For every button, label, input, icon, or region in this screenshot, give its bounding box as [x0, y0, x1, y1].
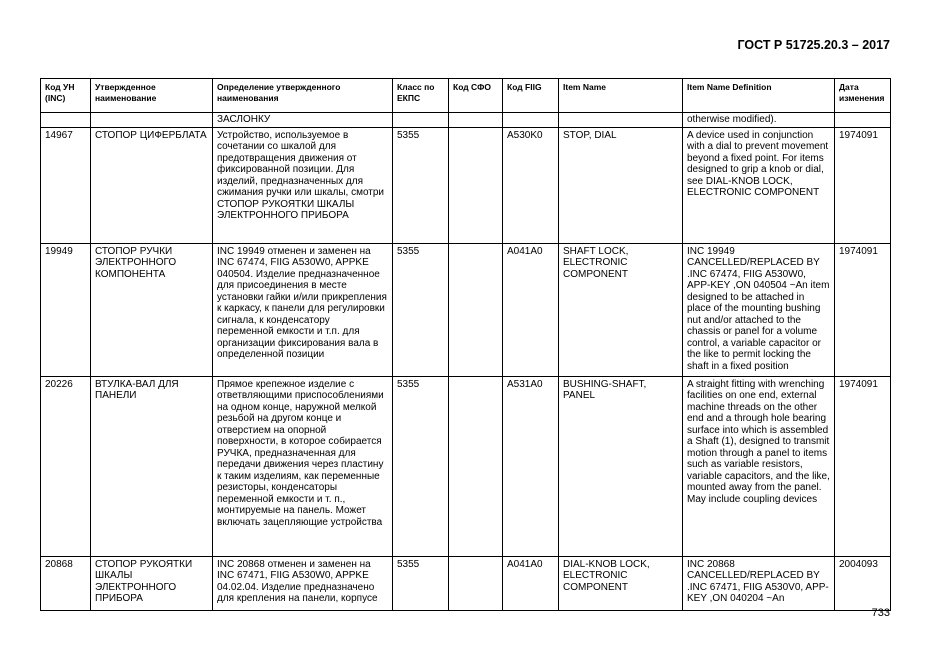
- cell-item-def: INC 20868 CANCELLED/REPLACED BY .INC 67471, FIIG A530V0, APP-KEY ,ON 040204 ~An: [683, 556, 835, 610]
- cell-sfo: [449, 127, 503, 243]
- cell-definition: Прямое крепежное изделие с ответвляющими приспособлениями на одном конце, наружной мелкой резьбой на другом конце и отверстием на опорной поверхности, в которое собирается РУЧКА, предназначенная для передачи движения через пластину к таким изделиям, как переменные резисторы, конденсаторы переменной емкости и т. п., монтируемые на панель. Может включать зацепляющие устройства: [213, 376, 393, 556]
- cell-inc: 19949: [41, 243, 91, 376]
- cell-sfo: [449, 376, 503, 556]
- cell-fiig: A041A0: [503, 556, 559, 610]
- cell-sfo: [449, 243, 503, 376]
- cell-inc: 20868: [41, 556, 91, 610]
- cell-definition: ЗАСЛОНКУ: [213, 113, 393, 128]
- cell-name: СТОПОР РУКОЯТКИ ШКАЛЫ ЭЛЕКТРОННОГО ПРИБОРА: [91, 556, 213, 610]
- cell-item-def: otherwise modified).: [683, 113, 835, 128]
- cell-fiig: A041A0: [503, 243, 559, 376]
- cell-item-name: SHAFT LOCK, ELECTRONIC COMPONENT: [559, 243, 683, 376]
- col-inc: Код УН (INC): [41, 79, 91, 113]
- cell-fiig: A531A0: [503, 376, 559, 556]
- cell-definition: Устройство, используемое в сочетании со шкалой для предотвращения движения от фиксированной позиции. Для изделий, предназначенных для сжимания ручки или шкалы, смотри СТОПОР РУКОЯТКИ ШКАЛЫ ЭЛЕКТРОННОГО ПРИБОРА: [213, 127, 393, 243]
- cell-name: СТОПОР ЦИФЕРБЛАТА: [91, 127, 213, 243]
- table-row: [41, 556, 891, 610]
- cell-inc: 20226: [41, 376, 91, 556]
- table-row: [41, 243, 891, 376]
- col-name: Утвержденное наименование: [91, 79, 213, 113]
- cell-ekps: 5355: [393, 243, 449, 376]
- cell-definition: INC 20868 отменен и заменен на INC 67471, FIIG A530W0, APPKE 04.02.04. Изделие предназначено для крепления на панели, корпусе: [213, 556, 393, 610]
- cell-name: СТОПОР РУЧКИ ЭЛЕКТРОННОГО КОМПОНЕНТА: [91, 243, 213, 376]
- cell-item-name: DIAL-KNOB LOCK, ELECTRONIC COMPONENT: [559, 556, 683, 610]
- cell-date: 1974091: [835, 243, 891, 376]
- cell-item-def: A straight fitting with wrenching facilities on one end, external machine threads on the other end and a through hole bearing surface into which is assembled a Shaft (1), designed to transmit motion through a panel to items such as variable resistors, variable capacitors, and the like, mounted away from the panel. May include coupling devices: [683, 376, 835, 556]
- cell-date: 1974091: [835, 127, 891, 243]
- col-item-name: Item Name: [559, 79, 683, 113]
- data-table: [40, 78, 891, 611]
- cell-sfo: [449, 556, 503, 610]
- header-row: [41, 79, 891, 113]
- continuation-row: [41, 113, 891, 128]
- cell-item-def: A device used in conjunction with a dial to prevent movement beyond a fixed point. For items designed to grip a knob or dial, see DIAL-KNOB LOCK, ELECTRONIC COMPONENT: [683, 127, 835, 243]
- cell-date: 1974091: [835, 376, 891, 556]
- col-fiig: Код FIIG: [503, 79, 559, 113]
- col-item-def: Item Name Definition: [683, 79, 835, 113]
- standard-number: ГОСТ Р 51725.20.3 – 2017: [737, 38, 890, 52]
- cell-date: 2004093: [835, 556, 891, 610]
- cell-name: ВТУЛКА-ВАЛ ДЛЯ ПАНЕЛИ: [91, 376, 213, 556]
- col-definition: Определение утвержденного наименования: [213, 79, 393, 113]
- cell-item-name: BUSHING-SHAFT, PANEL: [559, 376, 683, 556]
- cell-item-name: STOP, DIAL: [559, 127, 683, 243]
- cell-ekps: 5355: [393, 376, 449, 556]
- cell-inc: 14967: [41, 127, 91, 243]
- cell-item-def: INC 19949 CANCELLED/REPLACED BY .INC 67474, FIIG A530W0, APP-KEY ,ON 040504 ~An item designed to be attached in place of the mounting bushing nut and/or attached to the chassis or panel for a volume control, a variable capacitor or the like to permit locking the shaft in a fixed position: [683, 243, 835, 376]
- table-row: [41, 376, 891, 556]
- col-date: Дата изменения: [835, 79, 891, 113]
- cell-fiig: A530K0: [503, 127, 559, 243]
- page-number: 733: [871, 607, 890, 619]
- table-row: [41, 127, 891, 243]
- cell-definition: INC 19949 отменен и заменен на INC 67474, FIIG A530W0, APPKE 040504. Изделие предназначенное для присоединения в месте установки гайки и/или прикрепления к каркасу, к панели для регулировки сигнала, к конденсатору переменной емкости и т.п. для организации фиксирования вала в определенной позиции: [213, 243, 393, 376]
- cell-ekps: 5355: [393, 127, 449, 243]
- col-sfo: Код СФО: [449, 79, 503, 113]
- cell-ekps: 5355: [393, 556, 449, 610]
- col-ekps: Класс по ЕКПС: [393, 79, 449, 113]
